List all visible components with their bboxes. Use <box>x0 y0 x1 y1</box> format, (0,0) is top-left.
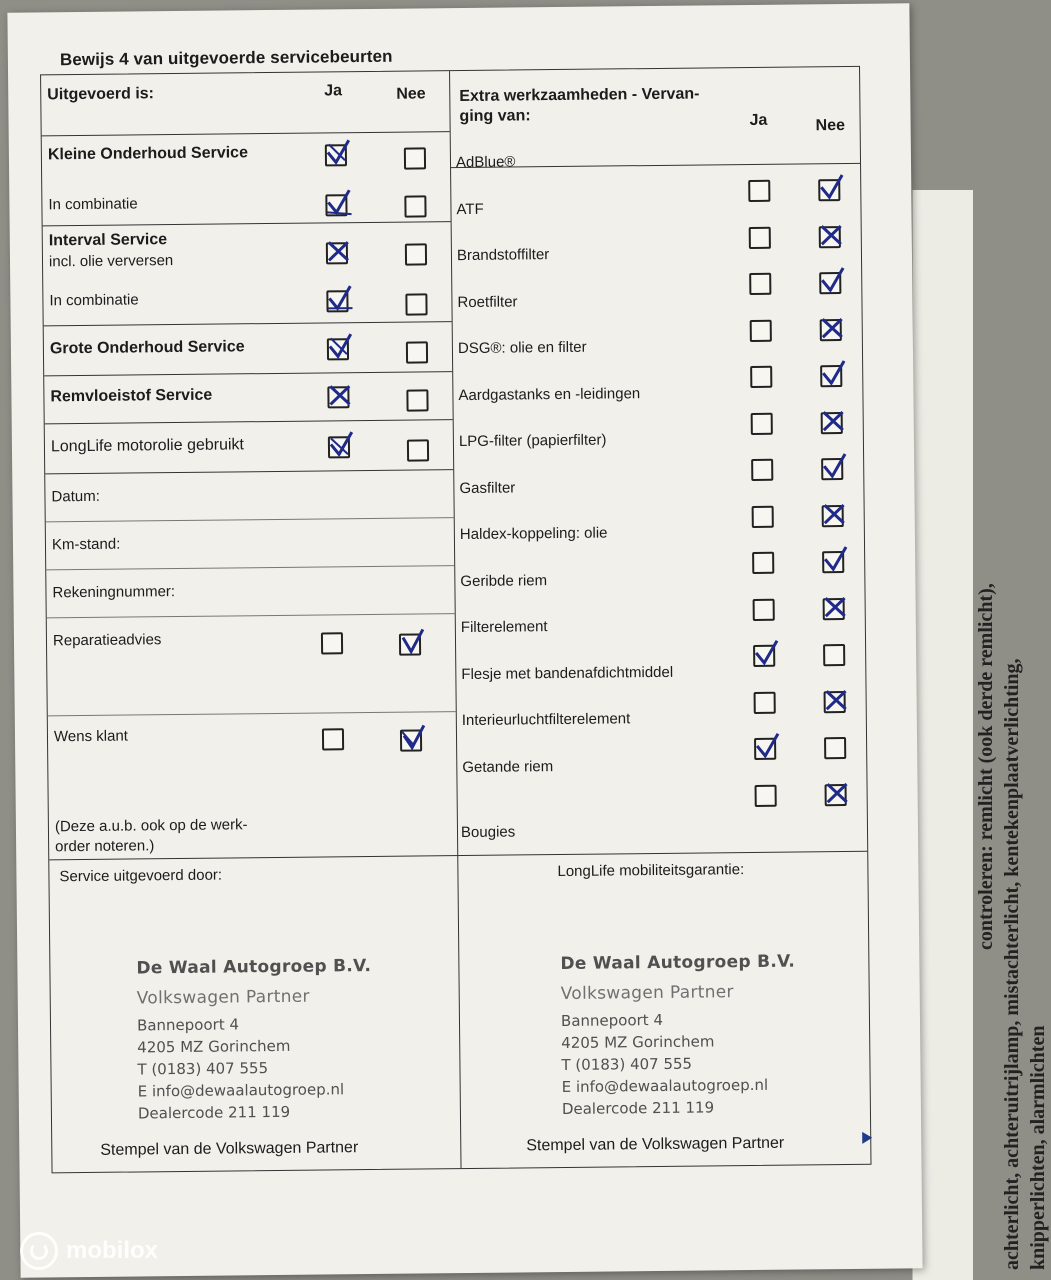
checkbox-grote-nee[interactable] <box>406 341 428 363</box>
dealer-stamp-left <box>136 956 372 1124</box>
check-mark-icon <box>820 314 846 340</box>
extra-item-label: Filterelement <box>460 618 548 637</box>
check-mark-icon <box>822 547 848 573</box>
checkbox-extra-no[interactable] <box>819 226 841 248</box>
dealer-partner: Volkswagen Partner <box>136 986 310 1009</box>
checkbox-extra-yes[interactable] <box>753 645 775 667</box>
dealer-code: Dealercode 211 119 <box>561 1098 715 1119</box>
checkbox-interval-comb-ja[interactable] <box>326 290 348 312</box>
service-label: Grote Onderhoud Service <box>49 338 245 358</box>
checkbox-interval-comb-nee[interactable] <box>405 293 427 315</box>
extra-item-label: Getande riem <box>462 757 554 776</box>
checkbox-extra-yes[interactable] <box>748 180 770 202</box>
checkbox-kleine-ja[interactable] <box>325 144 347 166</box>
service-label: Remvloeistof Service <box>50 386 213 406</box>
check-mark-icon <box>400 725 426 751</box>
checkbox-extra-no[interactable] <box>823 644 845 666</box>
checkbox-extra-yes[interactable] <box>755 784 777 806</box>
checkbox-wish-nee[interactable] <box>400 729 422 751</box>
dealer-stamp-right <box>560 952 796 1120</box>
checkbox-extra-yes[interactable] <box>754 738 776 760</box>
checkbox-extra-yes[interactable] <box>751 412 773 434</box>
row-line <box>44 321 452 326</box>
checkbox-wish-ja[interactable] <box>322 728 344 750</box>
check-mark-icon <box>818 175 844 201</box>
left-col-yes: Ja <box>324 82 343 100</box>
check-mark-icon <box>753 641 779 667</box>
check-mark-icon <box>820 361 846 387</box>
next-page-edge <box>912 190 1049 1280</box>
next-page-line-1: controleren: remlicht (ook derde remlicht), <box>975 583 997 950</box>
check-mark-icon <box>819 268 845 294</box>
next-page-text <box>973 220 1051 1270</box>
page-heading: Bewijs 4 van uitgevoerde servicebeurten <box>59 46 393 70</box>
check-mark-icon <box>326 238 352 264</box>
row-line <box>48 711 456 716</box>
checkbox-extra-yes[interactable] <box>752 505 774 527</box>
row-line <box>45 469 453 474</box>
check-mark-icon <box>823 593 849 619</box>
check-mark-icon <box>326 286 352 312</box>
check-mark-icon <box>327 382 353 408</box>
next-page-line-2: achterlicht, achteruitrijlamp, mistachterlicht, kentekenplaatverlichting, <box>1001 658 1023 1270</box>
checkbox-extra-no[interactable] <box>823 598 845 620</box>
check-mark-icon <box>327 334 353 360</box>
right-header-line-2: ging van: <box>459 107 531 126</box>
check-mark-icon <box>325 140 351 166</box>
performed-by-label: Service uitgevoerd door: <box>59 866 223 886</box>
service-label-2: incl. olie verversen <box>48 252 174 271</box>
checkbox-extra-yes[interactable] <box>751 459 773 481</box>
watermark-text: mobilox <box>66 1237 159 1264</box>
watermark <box>20 1232 158 1270</box>
guarantee-label: LongLife mobiliteitsgarantie: <box>557 861 745 881</box>
checkbox-kleine-comb-ja[interactable] <box>325 194 347 216</box>
service-form <box>40 66 871 1174</box>
dealer-name: De Waal Autogroep B.V. <box>560 951 796 975</box>
field-datum: Datum: <box>51 487 100 506</box>
checkbox-extra-no[interactable] <box>821 412 843 434</box>
checkbox-longlife-ja[interactable] <box>328 436 350 458</box>
check-mark-icon <box>754 734 780 760</box>
check-mark-icon <box>822 500 848 526</box>
row-line <box>42 131 450 136</box>
row-line <box>45 419 453 424</box>
extra-item-label: Haldex-koppeling: olie <box>459 524 608 544</box>
check-mark-icon <box>821 407 847 433</box>
checkbox-extra-no[interactable] <box>820 365 842 387</box>
extra-item-label: ATF <box>456 200 484 218</box>
extra-item-label: Gasfilter <box>459 478 516 497</box>
left-header: Uitgevoerd is: <box>47 85 155 104</box>
dealer-city: 4205 MZ Gorinchem <box>137 1036 291 1057</box>
row-line <box>46 517 454 522</box>
extra-item-label: Interieurluchtfilterelement <box>461 710 631 730</box>
checkbox-repair-nee[interactable] <box>399 633 421 655</box>
right-col-no: Nee <box>815 116 846 135</box>
dealer-phone: T (0183) 407 555 <box>561 1054 693 1075</box>
extra-item-label: DSG®: olie en filter <box>457 338 587 358</box>
dealer-street: Bannepoort 4 <box>560 1010 664 1031</box>
checkbox-extra-no[interactable] <box>818 179 840 201</box>
note-line-2: order noteren.) <box>55 837 155 856</box>
next-page-arrow-icon <box>862 1132 872 1144</box>
dealer-partner: Volkswagen Partner <box>560 982 734 1005</box>
row-line <box>44 371 452 376</box>
dealer-name: De Waal Autogroep B.V. <box>136 956 372 979</box>
checkbox-extra-yes[interactable] <box>752 552 774 574</box>
customer-wish-label: Wens klant <box>53 727 129 746</box>
checkbox-extra-no[interactable] <box>825 784 847 806</box>
stamp-caption-right: Stempel van de Volkswagen Partner <box>526 1134 785 1155</box>
checkbox-kleine-comb-nee[interactable] <box>404 195 426 217</box>
field-km-stand: Km-stand: <box>51 535 121 554</box>
checkbox-extra-yes[interactable] <box>750 319 772 341</box>
stamp-caption-left: Stempel van de Volkswagen Partner <box>100 1139 359 1159</box>
check-mark-icon <box>399 629 425 655</box>
extra-item-label: AdBlue® <box>455 153 516 172</box>
extra-item-last: Bougies <box>460 823 516 842</box>
checkbox-rem-ja[interactable] <box>327 386 349 408</box>
checkbox-extra-yes[interactable] <box>749 226 771 248</box>
checkbox-kleine-nee[interactable] <box>404 147 426 169</box>
service-label: Interval Service <box>48 231 168 250</box>
extra-item-label: Roetfilter <box>457 292 518 311</box>
service-label: Kleine Onderhoud Service <box>47 144 249 164</box>
field-rekeningnummer: Rekeningnummer: <box>52 583 176 602</box>
row-line <box>46 565 454 570</box>
mobilox-logo-icon <box>20 1232 58 1270</box>
checkbox-interval-ja[interactable] <box>326 242 348 264</box>
check-mark-icon <box>824 686 850 712</box>
checkbox-grote-ja[interactable] <box>327 338 349 360</box>
checkbox-extra-no[interactable] <box>822 551 844 573</box>
right-col-yes: Ja <box>749 111 768 129</box>
checkbox-extra-yes[interactable] <box>754 691 776 713</box>
next-page-line-3: knipperlichten, alarmlichten <box>1027 1025 1049 1270</box>
column-divider <box>449 71 461 1168</box>
checkbox-rem-nee[interactable] <box>406 389 428 411</box>
dealer-city: 4205 MZ Gorinchem <box>561 1032 715 1053</box>
check-mark-icon <box>821 454 847 480</box>
checkbox-repair-ja[interactable] <box>321 632 343 654</box>
checkbox-extra-yes[interactable] <box>750 366 772 388</box>
dealer-email: E info@dewaalautogroep.nl <box>561 1075 769 1097</box>
checkbox-extra-no[interactable] <box>820 319 842 341</box>
check-mark-icon <box>325 190 351 216</box>
extra-item-label: Brandstoffilter <box>456 246 550 265</box>
service-sub-label: In combinatie <box>49 291 139 310</box>
left-col-no: Nee <box>396 85 426 103</box>
dealer-email: E info@dewaalautogroep.nl <box>137 1080 345 1101</box>
checkbox-extra-yes[interactable] <box>749 273 771 295</box>
extra-item-label: LPG-filter (papierfilter) <box>458 431 607 451</box>
extra-item-label: Geribde riem <box>460 571 548 590</box>
note-line-1: (Deze a.u.b. ook op de werk- <box>54 816 248 836</box>
checkbox-extra-no[interactable] <box>824 691 846 713</box>
row-line <box>47 613 455 618</box>
check-mark-icon <box>824 779 850 805</box>
checkbox-interval-nee[interactable] <box>405 243 427 265</box>
checkbox-longlife-nee[interactable] <box>407 439 429 461</box>
dealer-code: Dealercode 211 119 <box>137 1102 291 1123</box>
extra-item-label: Aardgastanks en -leidingen <box>458 384 641 404</box>
extra-item-label: Flesje met bandenafdichtmiddel <box>461 663 674 683</box>
dealer-street: Bannepoort 4 <box>136 1015 240 1035</box>
checkbox-extra-no[interactable] <box>822 505 844 527</box>
checkbox-extra-yes[interactable] <box>753 598 775 620</box>
check-mark-icon <box>328 432 354 458</box>
repair-advice-label: Reparatieadvies <box>52 631 162 650</box>
row-line <box>43 221 451 226</box>
checkbox-extra-no[interactable] <box>824 737 846 759</box>
check-mark-icon <box>819 222 845 248</box>
checkbox-extra-no[interactable] <box>819 272 841 294</box>
checkbox-extra-no[interactable] <box>821 458 843 480</box>
dealer-phone: T (0183) 407 555 <box>137 1059 269 1079</box>
service-booklet-page <box>7 3 922 1277</box>
service-sub-label: In combinatie <box>48 195 138 214</box>
right-header-line-1: Extra werkzaamheden - Vervan- <box>459 85 700 106</box>
service-label: LongLife motorolie gebruikt <box>50 436 245 456</box>
